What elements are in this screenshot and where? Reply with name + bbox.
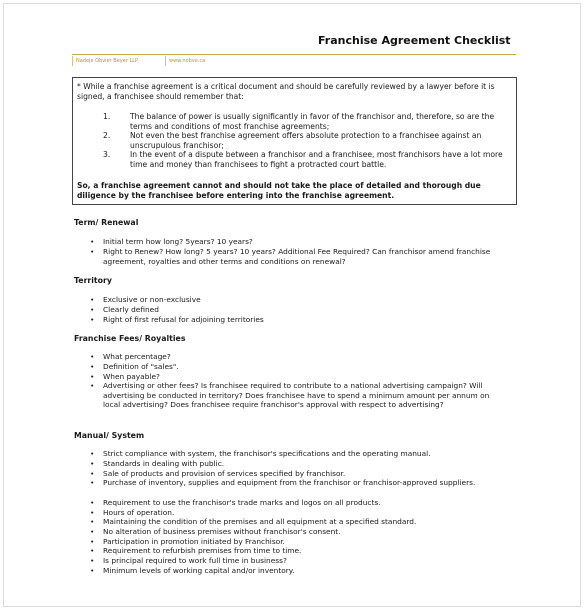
- bullet-icon: •: [90, 247, 95, 256]
- letterhead-row: [72, 54, 516, 66]
- notice-point-text: Not even the best franchise agreement offers absolute protection to a franchisee against an unscrupulous franchisor;: [130, 131, 482, 150]
- document-title: Franchise Agreement Checklist: [318, 34, 511, 47]
- bullet-icon: •: [90, 381, 95, 390]
- section-heading-fees-royalties: Franchise Fees/ Royalties: [74, 334, 186, 343]
- bullet-icon: •: [90, 498, 95, 507]
- bullet-icon: •: [90, 352, 95, 361]
- bullet-icon: •: [90, 362, 95, 371]
- bullet-icon: •: [90, 546, 95, 555]
- bullet-icon: •: [90, 527, 95, 536]
- bullet-icon: •: [90, 556, 95, 565]
- bullet-icon: •: [90, 449, 95, 458]
- letterhead-firm: Nadeje Obvier Beyer LLP: [72, 56, 165, 66]
- section-heading-manual-system: Manual/ System: [74, 431, 145, 440]
- bullet-icon: •: [90, 295, 95, 304]
- notice-conclusion: So, a franchise agreement cannot and should not take the place of detailed and thorough due diligence by the franchisee before entering into the franchise agreement.: [77, 181, 481, 200]
- bullet-icon: •: [90, 566, 95, 575]
- bullet-icon: •: [90, 237, 95, 246]
- letterhead-website: www.nobve.ca: [165, 56, 303, 66]
- bullet-icon: •: [90, 508, 95, 517]
- notice-point-number: 2.: [103, 131, 111, 140]
- bullet-icon: •: [90, 469, 95, 478]
- notice-point-text: The balance of power is usually significantly in favor of the franchisor and, therefore, so are the terms and conditions of most franchise agreements;: [130, 112, 495, 131]
- section-heading-term-renewal: Term/ Renewal: [74, 218, 139, 227]
- notice-point-number: 3.: [103, 150, 111, 159]
- bullet-icon: •: [90, 459, 95, 468]
- bullet-icon: •: [90, 517, 95, 526]
- section-heading-territory: Territory: [74, 276, 112, 285]
- notice-intro: * While a franchise agreement is a critical document and should be carefully reviewed by a lawyer before it is signed, a franchisee should remember that:: [77, 82, 495, 101]
- bullet-icon: •: [90, 478, 95, 487]
- bullet-icon: •: [90, 537, 95, 546]
- notice-point-number: 1.: [103, 112, 111, 121]
- bullet-icon: •: [90, 305, 95, 314]
- bullet-icon: •: [90, 315, 95, 324]
- notice-box: [72, 77, 517, 205]
- bullet-icon: •: [90, 372, 95, 381]
- notice-point-text: In the event of a dispute between a franchisor and a franchisee, most franchisors have a lot more time and money than franchisees to fight a protracted court battle.: [130, 150, 503, 169]
